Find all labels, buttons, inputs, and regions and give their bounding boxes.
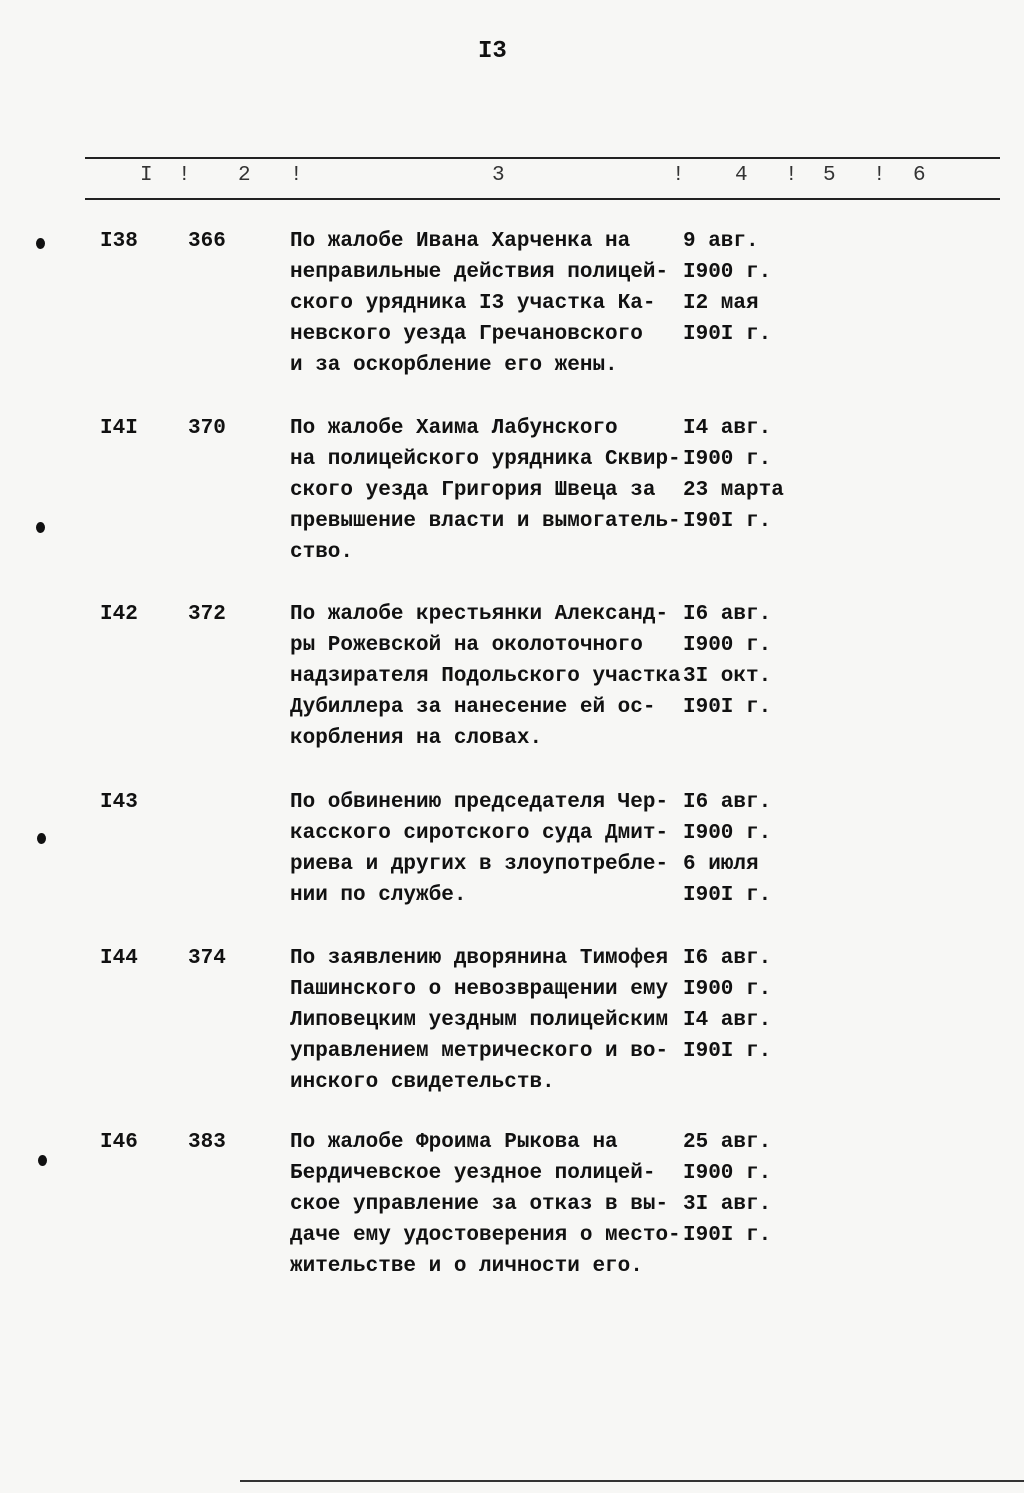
date-line: I90I г. xyxy=(683,1224,772,1247)
description-line: Липовецким уездным полицейским xyxy=(290,1009,669,1032)
entry-number: I38 xyxy=(100,230,138,253)
column-header: 6 xyxy=(913,164,926,187)
description-line: По жалобе Ивана Харченка на xyxy=(290,230,631,253)
date-line: I6 авг. xyxy=(683,791,772,814)
column-header: I xyxy=(140,164,153,187)
description-line: неправильные действия полицей- xyxy=(290,261,669,284)
entry-dates xyxy=(683,787,771,911)
entry-dates xyxy=(683,943,771,1067)
date-line: I90I г. xyxy=(683,323,772,346)
description-line: ство. xyxy=(290,541,354,564)
page-number: I3 xyxy=(478,38,507,65)
entry-description xyxy=(290,226,668,381)
date-line: I2 мая xyxy=(683,292,759,315)
description-line: на полицейского урядника Сквир- xyxy=(290,448,681,471)
date-line: 25 авг. xyxy=(683,1131,772,1154)
description-line: По жалобе Фроима Рыкова на xyxy=(290,1131,618,1154)
date-line: 3I окт. xyxy=(683,665,772,688)
description-line: Бердичевское уездное полицей- xyxy=(290,1162,656,1185)
date-line: I90I г. xyxy=(683,696,772,719)
description-line: По жалобе Хаима Лабунского xyxy=(290,417,618,440)
table-header-rule xyxy=(85,198,1000,200)
description-line: ры Рожевской на околоточного xyxy=(290,634,643,657)
entry-dates xyxy=(683,413,784,537)
description-line: касского сиротского суда Дмит- xyxy=(290,822,669,845)
file-number: 366 xyxy=(188,230,226,253)
column-separator: ! xyxy=(873,164,886,187)
description-line: корбления на словах. xyxy=(290,727,543,750)
description-line: Дубиллера за нанесение ей ос- xyxy=(290,696,656,719)
file-number: 372 xyxy=(188,603,226,626)
description-line: риева и других в злоупотребле- xyxy=(290,853,669,876)
description-line: даче ему удостоверения о место- xyxy=(290,1224,681,1247)
description-line: По жалобе крестьянки Александ- xyxy=(290,603,669,626)
date-line: I900 г. xyxy=(683,1162,772,1185)
file-number: 374 xyxy=(188,947,226,970)
date-line: 23 марта xyxy=(683,479,784,502)
date-line: I4 авг. xyxy=(683,1009,772,1032)
description-line: невского уезда Гречановского xyxy=(290,323,643,346)
description-line: ского урядника I3 участка Ка- xyxy=(290,292,656,315)
entry-description xyxy=(290,599,681,754)
column-separator: ! xyxy=(178,164,191,187)
file-number: 370 xyxy=(188,417,226,440)
file-number: 383 xyxy=(188,1131,226,1154)
entry-dates xyxy=(683,599,771,723)
entry-description xyxy=(290,943,668,1098)
date-line: I900 г. xyxy=(683,261,772,284)
date-line: 6 июля xyxy=(683,853,759,876)
column-header: 4 xyxy=(735,164,748,187)
column-separator: ! xyxy=(672,164,685,187)
date-line: I6 авг. xyxy=(683,603,772,626)
date-line: I900 г. xyxy=(683,448,772,471)
date-line: I4 авг. xyxy=(683,417,772,440)
description-line: инского свидетельств. xyxy=(290,1071,555,1094)
date-line: I90I г. xyxy=(683,884,772,907)
date-line: 9 авг. xyxy=(683,230,759,253)
entry-description xyxy=(290,1127,681,1282)
entry-description xyxy=(290,787,668,911)
entry-dates xyxy=(683,1127,771,1251)
table-top-rule xyxy=(85,157,1000,159)
description-line: нии по службе. xyxy=(290,884,467,907)
entry-dates xyxy=(683,226,771,350)
column-header: 5 xyxy=(823,164,836,187)
description-line: По заявлению дворянина Тимофея xyxy=(290,947,669,970)
entry-description xyxy=(290,413,681,568)
description-line: жительстве и о личности его. xyxy=(290,1255,643,1278)
column-separator: ! xyxy=(290,164,303,187)
date-line: 3I авг. xyxy=(683,1193,772,1216)
description-line: и за оскорбление его жены. xyxy=(290,354,618,377)
date-line: I90I г. xyxy=(683,1040,772,1063)
entry-number: I44 xyxy=(100,947,138,970)
description-line: превышение власти и вымогатель- xyxy=(290,510,681,533)
description-line: Пашинского о невозвращении ему xyxy=(290,978,669,1001)
description-line: управлением метрического и во- xyxy=(290,1040,669,1063)
entry-number: I43 xyxy=(100,791,138,814)
binding-hole-mark xyxy=(37,833,46,844)
description-line: ское управление за отказ в вы- xyxy=(290,1193,669,1216)
entry-number: I42 xyxy=(100,603,138,626)
entry-number: I4I xyxy=(100,417,138,440)
binding-hole-mark xyxy=(36,238,45,249)
column-header: 2 xyxy=(238,164,251,187)
binding-hole-mark xyxy=(38,1155,47,1166)
date-line: I900 г. xyxy=(683,978,772,1001)
date-line: I900 г. xyxy=(683,822,772,845)
date-line: I900 г. xyxy=(683,634,772,657)
description-line: надзирателя Подольского участка xyxy=(290,665,681,688)
column-header: 3 xyxy=(492,164,505,187)
description-line: По обвинению председателя Чер- xyxy=(290,791,669,814)
description-line: ского уезда Григория Швеца за xyxy=(290,479,656,502)
bottom-rule xyxy=(240,1480,1024,1482)
date-line: I90I г. xyxy=(683,510,772,533)
entry-number: I46 xyxy=(100,1131,138,1154)
binding-hole-mark xyxy=(36,522,45,533)
column-separator: ! xyxy=(785,164,798,187)
date-line: I6 авг. xyxy=(683,947,772,970)
